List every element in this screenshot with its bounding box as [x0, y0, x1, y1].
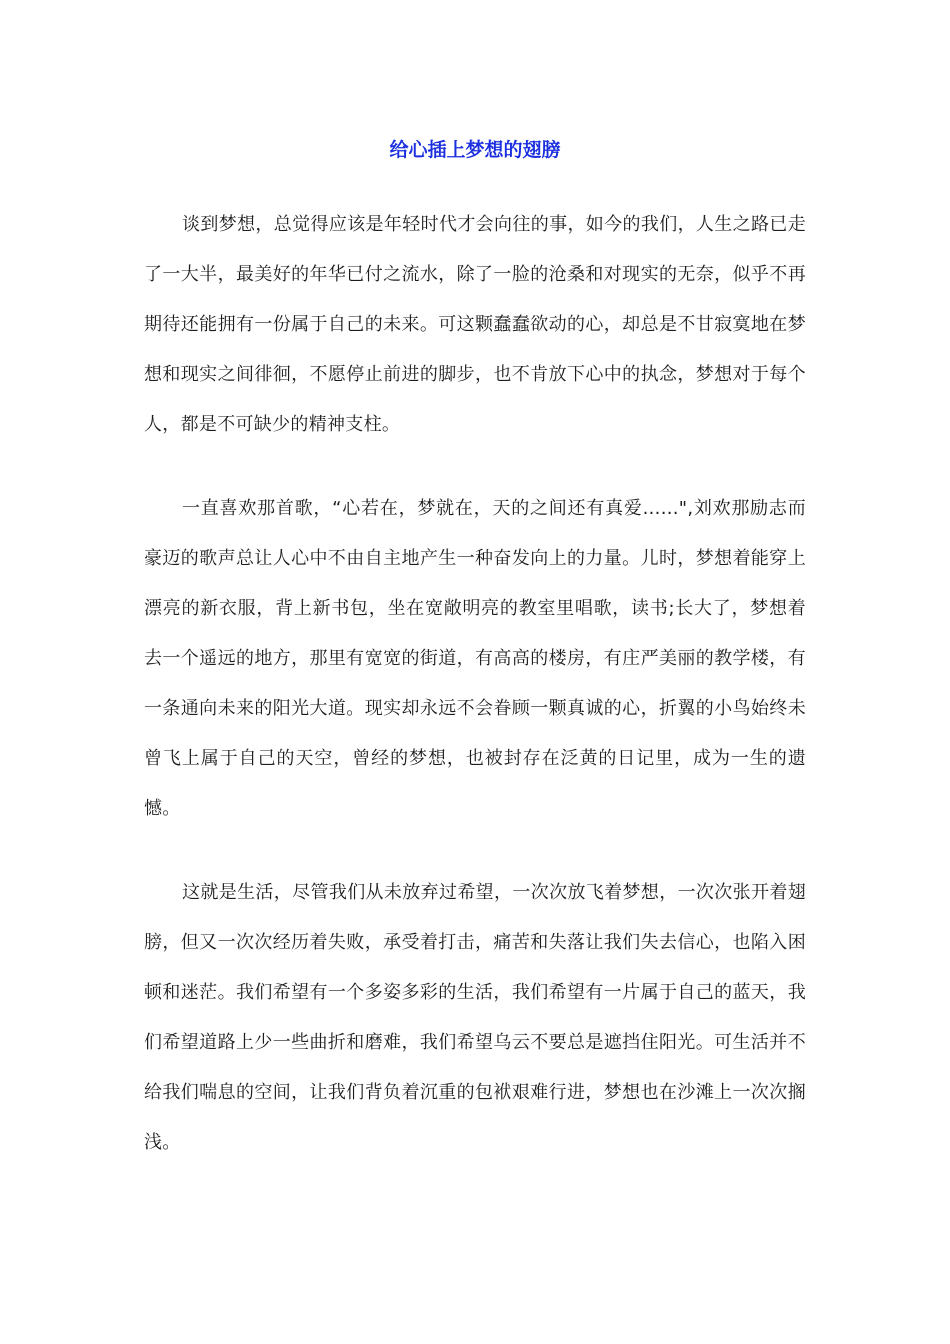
- paragraph-3: 这就是生活，尽管我们从未放弃过希望，一次次放飞着梦想，一次次张开着翅膀，但又一次次经历着失败，承受着打击，痛苦和失落让我们失去信心，也陷入困顿和迷茫。我们希望有一个多姿多彩的生活，我们希望有一片属于自己的蓝天，我们希望道路上少一些曲折和磨难，我们希望乌云不要总是遮挡住阳光。可生活并不给我们喘息的空间，让我们背负着沉重的包袱艰难行进，梦想也在沙滩上一次次搁浅。: [144, 882, 806, 1153]
- document-body: [144, 200, 806, 1202]
- paragraph-1: 谈到梦想，总觉得应该是年轻时代才会向往的事，如今的我们，人生之路已走了一大半，最美好的年华已付之流水，除了一脸的沧桑和对现实的无奈，似乎不再期待还能拥有一份属于自己的未来。可这颗蠢蠢欲动的心，却总是不甘寂寞地在梦想和现实之间徘徊，不愿停止前进的脚步，也不肯放下心中的执念，梦想对于每个人，都是不可缺少的精神支柱。: [144, 214, 806, 435]
- document-title: 给心插上梦想的翅膀: [389, 139, 561, 161]
- paragraph-2: 一直喜欢那首歌，“心若在，梦就在，天的之间还有真爱......",刘欢那励志而豪迈的歌声总让人心中不由自主地产生一种奋发向上的力量。儿时，梦想着能穿上漂亮的新衣服，背上新书包，坐在宽敞明亮的教室里唱歌，读书;长大了，梦想着去一个遥远的地方，那里有宽宽的街道，有高高的楼房，有庄严美丽的教学楼，有一条通向未来的阳光大道。现实却永远不会眷顾一颗真诚的心，折翼的小鸟始终未曾飞上属于自己的天空，曾经的梦想，也被封存在泛黄的日记里，成为一生的遗憾。: [144, 498, 806, 819]
